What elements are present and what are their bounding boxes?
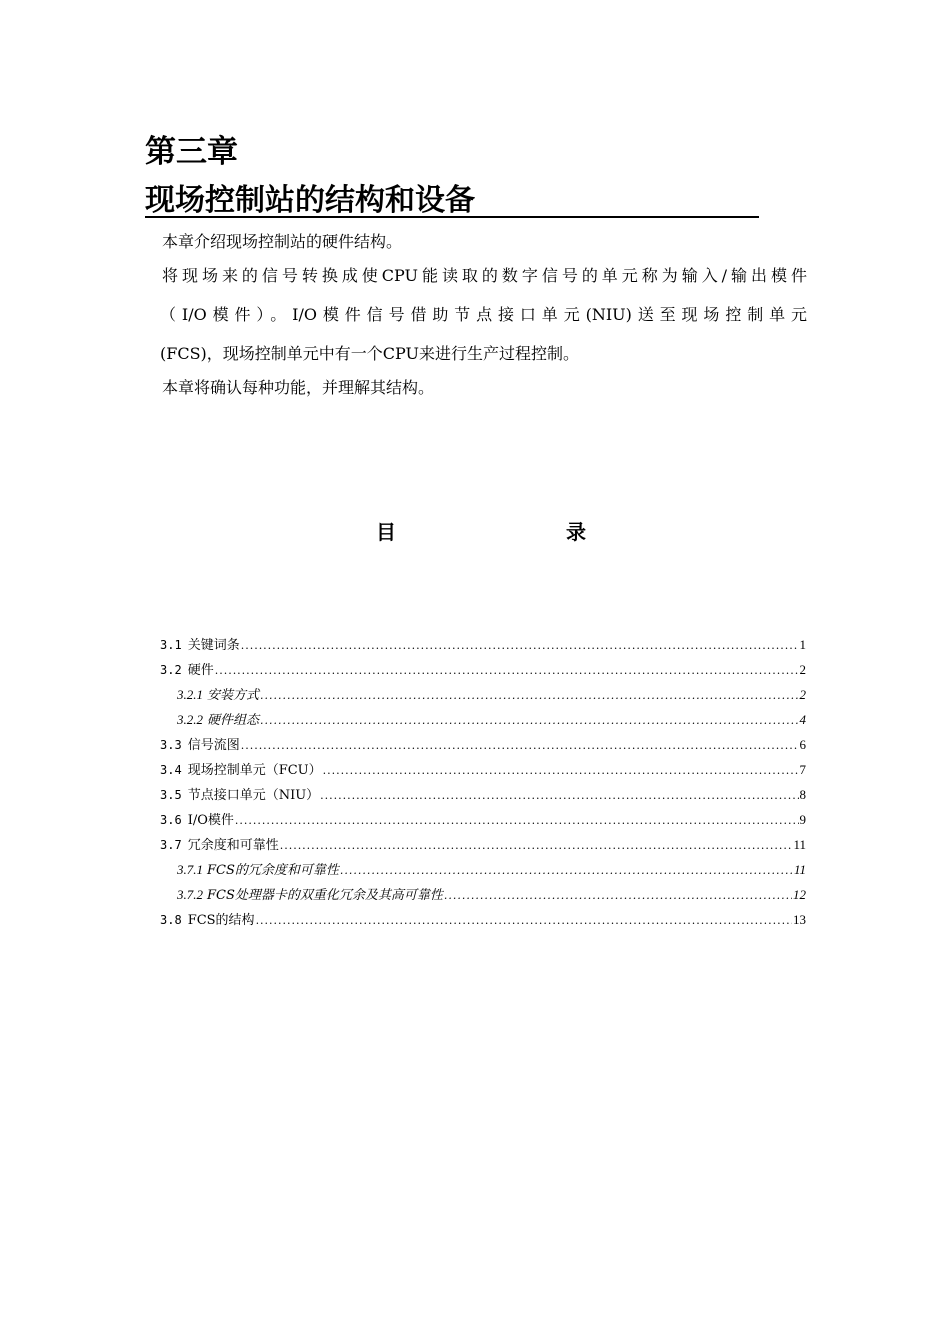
toc-entry-page: 2 <box>799 662 806 677</box>
toc-leader-dots <box>235 808 799 833</box>
toc-leader-dots <box>280 833 793 858</box>
toc-entry-page: 9 <box>799 812 806 827</box>
toc-entry-page: 11 <box>793 837 806 852</box>
toc-entry[interactable] <box>160 732 806 757</box>
toc-entry-number: 3.7 <box>160 838 182 852</box>
toc-entry-label: FCS处理器卡的双重化冗余及其高可靠性 <box>207 888 443 903</box>
toc-heading-right: 录 <box>566 520 586 544</box>
table-of-contents <box>160 632 806 932</box>
toc-entry-page: 4 <box>799 712 806 727</box>
toc-leader-dots <box>256 908 792 933</box>
toc-entry-number: 3.2 <box>160 663 182 677</box>
chapter-title: 现场控制站的结构和设备 <box>145 183 475 218</box>
toc-entry-page: 8 <box>799 787 806 802</box>
toc-leader-dots <box>340 858 793 883</box>
toc-entry-number: 3.5 <box>160 788 182 802</box>
toc-leader-dots <box>320 783 798 808</box>
intro-line: 将现场来的信号转换成使CPU能读取的数字信号的单元称为输入/输出模件 <box>162 266 807 285</box>
toc-subentry[interactable] <box>160 882 806 907</box>
chapter-heading: 第三章 <box>145 134 238 170</box>
intro-line: 本章介绍现场控制站的硬件结构。 <box>162 232 403 251</box>
toc-entry[interactable] <box>160 632 806 657</box>
toc-entry-page: 12 <box>793 887 806 902</box>
toc-entry-label: 硬件 <box>187 663 214 678</box>
intro-line: (FCS)，现场控制单元中有一个CPU来进行生产过程控制。 <box>160 344 580 363</box>
toc-entry-label: 关键词条 <box>187 638 240 653</box>
title-underline <box>145 216 759 218</box>
toc-leader-dots <box>260 708 798 733</box>
toc-entry-page: 2 <box>799 687 806 702</box>
toc-leader-dots <box>444 883 792 908</box>
intro-line: 本章将确认每种功能，并理解其结构。 <box>162 378 435 397</box>
toc-entry-page: 11 <box>793 862 806 877</box>
toc-leader-dots <box>241 633 799 658</box>
toc-subentry[interactable] <box>160 707 806 732</box>
toc-heading <box>376 518 586 546</box>
toc-entry-label: FCS的结构 <box>187 913 255 928</box>
toc-entry-label: 安装方式 <box>207 688 260 703</box>
toc-entry-page: 6 <box>799 737 806 752</box>
toc-entry-number: 3.2.2 <box>177 712 203 727</box>
toc-entry[interactable] <box>160 757 806 782</box>
toc-entry-page: 7 <box>799 762 806 777</box>
toc-entry-label: I/O模件 <box>187 813 234 828</box>
toc-entry[interactable] <box>160 907 806 932</box>
toc-subentry[interactable] <box>160 857 806 882</box>
toc-heading-left: 目 <box>376 520 396 544</box>
toc-entry-number: 3.3 <box>160 738 182 752</box>
toc-entry-number: 3.7.1 <box>177 862 203 877</box>
toc-entry-page: 1 <box>799 637 806 652</box>
toc-entry[interactable] <box>160 657 806 682</box>
toc-leader-dots <box>260 683 798 708</box>
toc-subentry[interactable] <box>160 682 806 707</box>
toc-entry[interactable] <box>160 832 806 857</box>
intro-line: （I/O模件）。I/O模件信号借助节点接口单元(NIU)送至现场控制单元 <box>160 305 807 324</box>
toc-leader-dots <box>241 733 799 758</box>
toc-entry-label: 节点接口单元（NIU） <box>187 788 320 803</box>
toc-entry-number: 3.6 <box>160 813 182 827</box>
toc-entry[interactable] <box>160 807 806 832</box>
toc-entry-page: 13 <box>793 912 806 927</box>
toc-entry-number: 3.4 <box>160 763 182 777</box>
toc-entry-label: FCS的冗余度和可靠性 <box>207 863 339 878</box>
intro-section <box>162 226 807 402</box>
toc-leader-dots <box>323 758 799 783</box>
toc-entry-label: 冗余度和可靠性 <box>187 838 279 853</box>
toc-entry-label: 现场控制单元（FCU） <box>187 763 322 778</box>
toc-entry-number: 3.8 <box>160 913 182 927</box>
toc-leader-dots <box>215 658 799 683</box>
toc-entry-number: 3.2.1 <box>177 687 203 702</box>
toc-entry-number: 3.7.2 <box>177 887 203 902</box>
toc-entry[interactable] <box>160 782 806 807</box>
toc-entry-number: 3.1 <box>160 638 182 652</box>
toc-entry-label: 硬件组态 <box>207 713 260 728</box>
toc-entry-label: 信号流图 <box>187 738 240 753</box>
